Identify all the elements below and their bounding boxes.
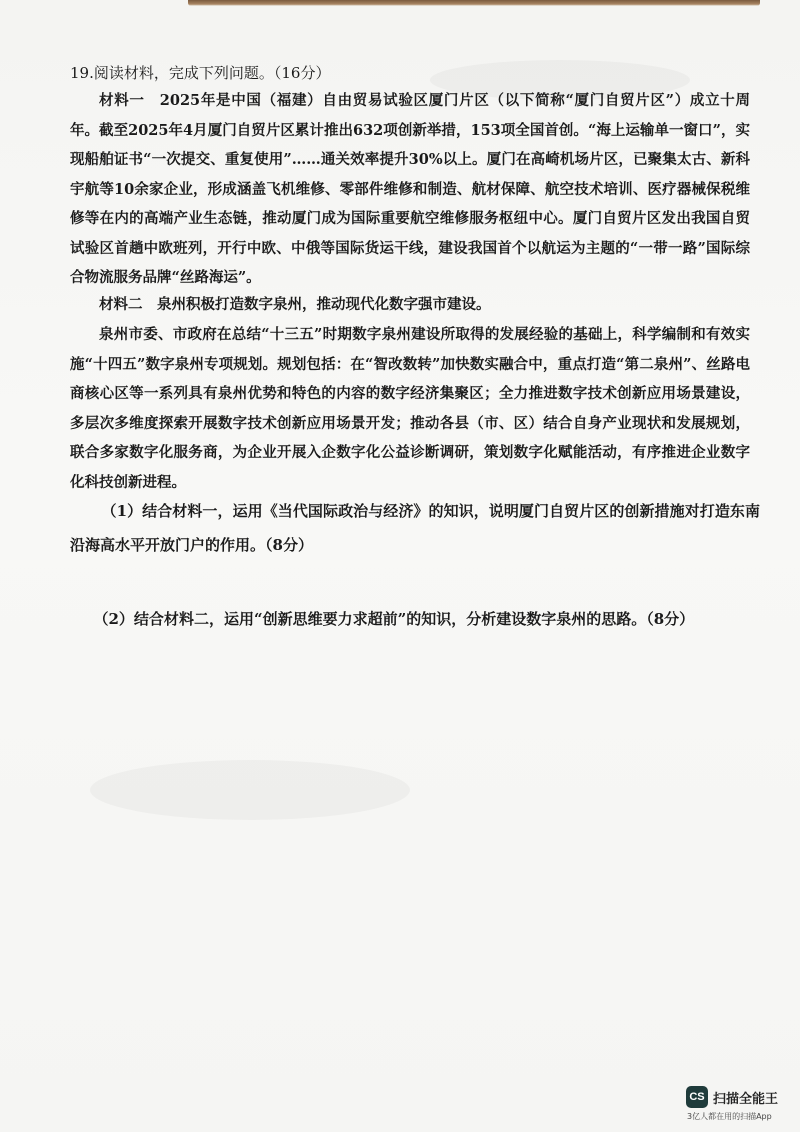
watermark-brand bbox=[686, 1086, 778, 1108]
watermark-tagline: 3亿人都在用的扫描App bbox=[686, 1112, 772, 1121]
material-two-heading bbox=[70, 290, 750, 320]
scanner-watermark bbox=[686, 1086, 778, 1122]
page-top-edge bbox=[188, 0, 760, 6]
camscanner-logo-icon: CS bbox=[686, 1086, 708, 1108]
question-title: 19.阅读材料，完成下列问题。（16分） bbox=[70, 64, 331, 82]
sub-question-1 bbox=[70, 494, 760, 562]
scan-smudge bbox=[90, 760, 410, 820]
sub-question-2-text: （2）结合材料二，运用“创新思维要力求超前”的知识，分析建设数字泉州的思路。（8分） bbox=[93, 610, 695, 628]
sub-question-2 bbox=[62, 602, 772, 636]
material-two-text: 泉州市委、市政府在总结“十三五”时期数字泉州建设所取得的发展经验的基础上，科学编制和有效实施“十四五”数字泉州专项规划。规划包括：在“智改数转”加快数实融合中，重点打造“第二泉州”、丝路电商核心区等一系列具有泉州优势和特色的内容的数字经济集聚区；全力推进数字技术创新应用场景建设，多层次多维度探索开展数字技术创新应用场景开发；推动各县（市、区）结合自身产业现状和发展规划，联合多家数字化服务商，为企业开展入企数字化公益诊断调研，策划数字化赋能活动，有序推进企业数字化科技创新进程。 bbox=[70, 326, 750, 491]
material-one-text: 材料一 2025年是中国（福建）自由贸易试验区厦门片区（以下简称“厦门自贸片区”）成立十周年。截至2025年4月厦门自贸片区累计推出632项创新举措，153项全国首创。“海上运输单一窗口”，实现船舶证书“一次提交、重复使用”……通关效率提升30%以上。厦门在高崎机场片区，已聚集太古、新科宇航等10余家企业，形成涵盖飞机维修、零部件维修和制造、航材保障、航空技术培训、医疗器械保税维修等在内的高端产业生态链，推动厦门成为国际重要航空维修服务枢纽中心。厦门自贸片区发出我国自贸试验区首趟中欧班列，开行中欧、中俄等国际货运干线，建设我国首个以航运为主题的“一带一路”国际综合物流服务品牌“丝路海运”。 bbox=[70, 92, 750, 286]
sub-question-1-text: （1）结合材料一，运用《当代国际政治与经济》的知识，说明厦门自贸片区的创新措施对打造东南沿海高水平开放门户的作用。（8分） bbox=[70, 502, 760, 554]
material-one bbox=[70, 86, 750, 293]
watermark-app-name: 扫描全能王 bbox=[712, 1091, 778, 1107]
material-two-title: 材料二 泉州积极打造数字泉州，推动现代化数字强市建设。 bbox=[99, 296, 491, 313]
material-two bbox=[70, 320, 750, 497]
